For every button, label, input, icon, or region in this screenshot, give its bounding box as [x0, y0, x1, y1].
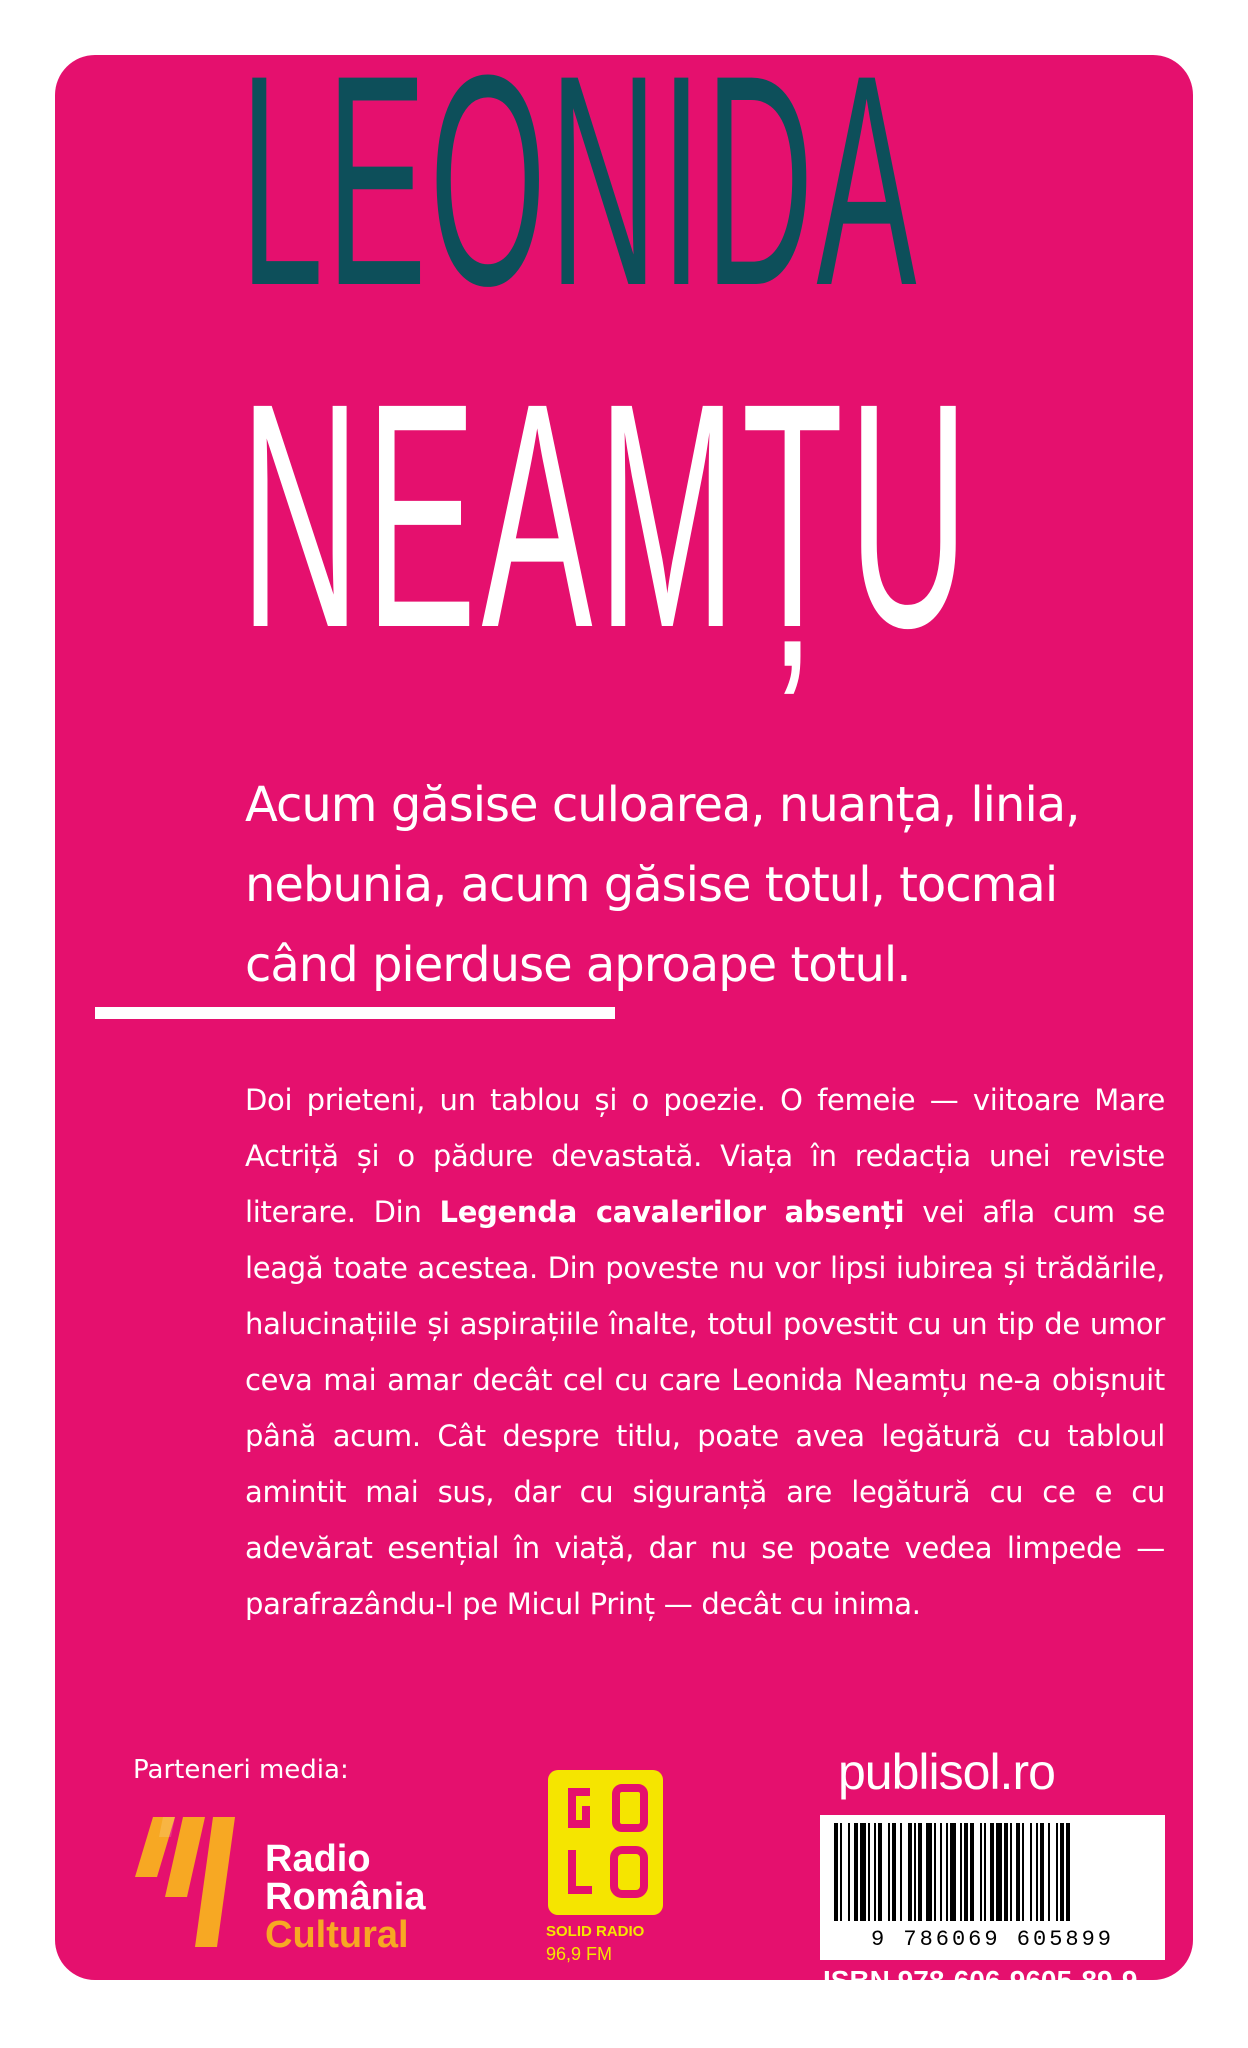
rrc-line-radio: Radio	[265, 1838, 371, 1880]
author-last-name: NEAMȚU	[240, 336, 974, 694]
author-first-name: LEONIDA	[240, 12, 920, 348]
rrc-line-romania: România	[265, 1876, 426, 1918]
barcode-digits: 9 786069 605899	[870, 1927, 1115, 1952]
divider-line	[95, 1007, 615, 1019]
back-cover	[55, 12, 1193, 1996]
blurb-text-1: Doi prieteni, un tablou și o poezie. O femeie — viitoare Mare Actriță și o pădure devastată. Viața în redacția unei reviste literare. Din	[245, 1083, 1165, 1229]
book-blurb	[245, 1072, 1165, 1632]
radio-romania-cultural-logo-icon	[135, 1817, 245, 1947]
rrc-line-cultural: Cultural	[265, 1914, 409, 1956]
publisher-website: publisol.ro	[838, 1744, 1055, 1800]
gold-radio-caption: SOLID RADIO	[546, 1923, 645, 1940]
barcode-bars-icon	[828, 1823, 1157, 1923]
barcode	[820, 1815, 1165, 1960]
blurb-book-title: Legenda cavalerilor absenți	[439, 1195, 905, 1229]
pull-quote: Acum găsise culoarea, nuanța, linia, nebunia, acum găsise totul, tocmai când pierduse aproape totul.	[245, 777, 1080, 993]
media-partners-label: Parteneri media:	[133, 1755, 349, 1785]
radio-romania-cultural-wordmark	[265, 1840, 425, 1954]
isbn-number: ISBN 978-606-9605-89-9	[823, 1965, 1138, 1996]
gold-radio-logo-icon	[548, 1770, 663, 1915]
gold-radio-frequency: 96,9 FM	[546, 1944, 613, 1964]
blurb-text-2: vei afla cum se leagă toate acestea. Din poveste nu vor lipsi iubirea și trădările, halucinațiile și aspirațiile înalte, totul povestit cu un tip de umor ceva mai amar decât cel cu care Leonida Neamțu ne-a obișnuit până acum. Cât despre titlu, poate avea legătură cu tabloul amintit mai sus, dar cu siguranță are legătură cu ce e cu adevărat esențial în viață, dar nu se poate vedea limpede — parafrazându-l pe Micul Prinț — decât cu inima.	[245, 1195, 1165, 1621]
